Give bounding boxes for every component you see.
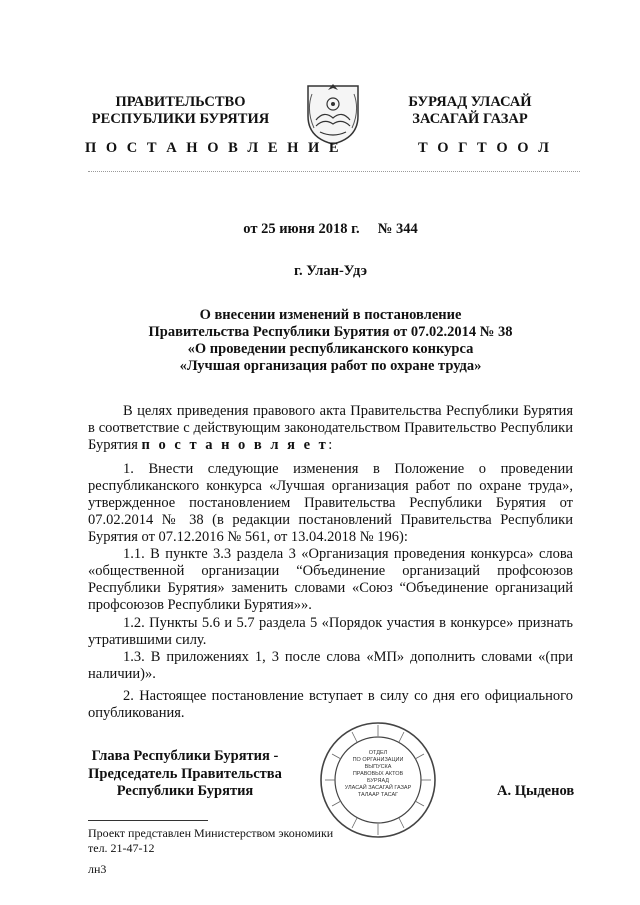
preamble-text: В целях приведения правового акта Правительства Республики Бурятия в соответствие с действующим законодательством Правительство Республики Бурятия — [88, 403, 573, 453]
preamble-after: : — [328, 437, 333, 453]
doc-type-ru: П О С Т А Н О В Л Е Н И Е — [85, 140, 342, 156]
preamble-keyword: п о с т а н о в л я е т — [141, 437, 329, 453]
title-line1: О внесении изменений в постановление — [199, 307, 462, 323]
government-name-line1: ПРАВИТЕЛЬСТВО — [115, 94, 246, 110]
footer-phone: тел. 21-47-12 — [88, 841, 155, 855]
coat-of-arms-icon — [302, 80, 364, 146]
government-name-bur-line1: БУРЯАД УЛАСАЙ — [408, 94, 532, 110]
signatory-position-line3: Республики Бурятия — [116, 783, 254, 799]
footer-presenter: Проект представлен Министерством экономики — [88, 826, 334, 840]
footer-code: лн3 — [88, 862, 107, 876]
header-divider — [88, 171, 580, 172]
city: г. Улан-Удэ — [294, 263, 367, 279]
footer-divider — [88, 820, 208, 821]
government-name-ru — [88, 94, 273, 128]
item-1-2: 1.2. Пункты 5.6 и 5.7 раздела 5 «Порядок участия в конкурсе» признать утратившими силу. — [88, 615, 573, 648]
date-number: от 25 июня 2018 г. № 344 — [243, 221, 418, 237]
preamble — [88, 403, 573, 454]
item-1-1: 1.1. В пункте 3.3 раздела 3 «Организация проведения конкурса» слова «общественной организации “Объединение организаций профсоюзов Республики Бурятия» заменить словами «Союз “Объединение организаций профсоюзов Республики Бурятия»». — [88, 546, 573, 613]
government-name-bur-line2: ЗАСАГАЙ ГАЗАР — [412, 111, 528, 127]
item-1: 1. Внести следующие изменения в Положение о проведении республиканского конкурса «Лучшая организация работ по охране труда», утвержденное постановлением Правительства Республики Бурятия от 07.02.2014 № 38 (в редакции постановлений Правительства Республики Бурятия от 07.12.2016 № 561, от 13.04.2018 № 196): — [88, 461, 573, 545]
doc-type-bur: Т О Г Т О О Л — [418, 140, 552, 156]
item-2: 2. Настоящее постановление вступает в силу со дня его официального опубликования. — [88, 688, 573, 721]
government-name-line2: РЕСПУБЛИКИ БУРЯТИЯ — [91, 111, 270, 127]
government-name-bur — [390, 94, 550, 128]
signatory-name: А. Цыденов — [497, 783, 575, 799]
item-1-3: 1.3. В приложениях 1, 3 после слова «МП» дополнить словами «(при наличии)». — [88, 649, 573, 682]
official-stamp — [318, 720, 438, 840]
signatory-position-line1: Глава Республики Бурятия - — [91, 748, 279, 764]
signatory-position-line2: Председатель Правительства — [88, 765, 282, 782]
stamp-inner-text: ОТДЕЛ ПО ОРГАНИЗАЦИИ ВЫПУСКА ПРАВОВЫХ АКТОВ БУРЯАД УЛАСАЙ ЗАСАГАЙ ГАЗАР ТАЛААР ТАСАГ — [344, 750, 412, 798]
title-line3: «О проведении республиканского конкурса — [187, 341, 474, 357]
title-line4: «Лучшая организация работ по охране труда» — [179, 358, 482, 374]
signatory-position — [70, 748, 300, 801]
title-line2: Правительства Республики Бурятия от 07.02.2014 № 38 — [148, 324, 513, 340]
document-title — [88, 307, 573, 375]
